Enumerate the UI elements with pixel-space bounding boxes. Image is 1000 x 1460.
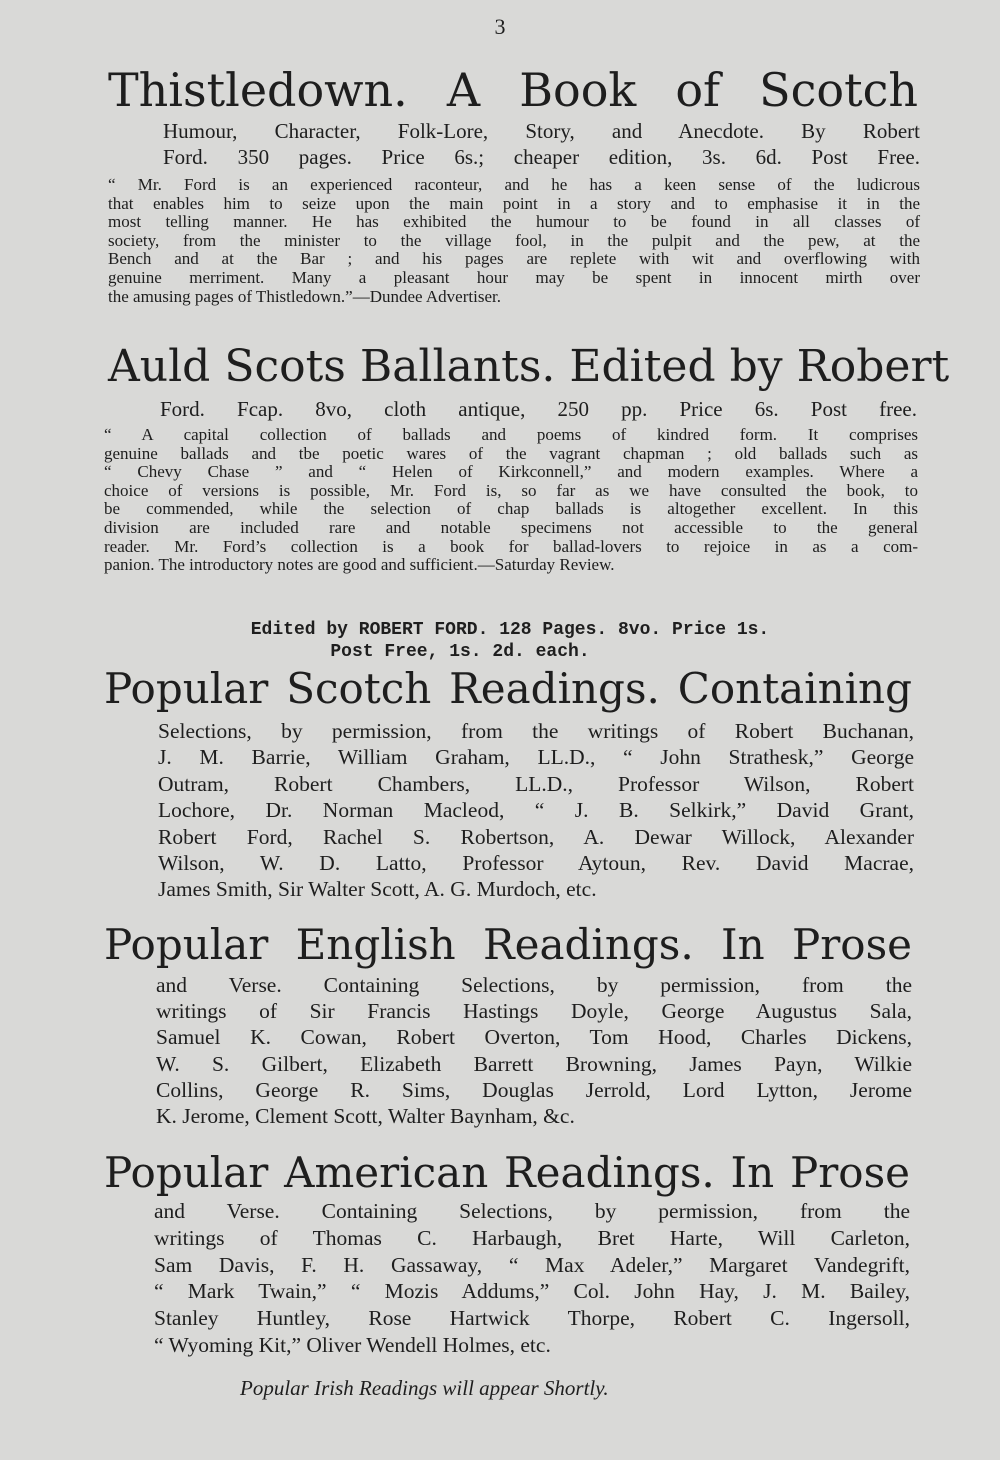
quote-line: choice of versions is possible, Mr. Ford is, so far as we have consulted the book, to [104, 480, 918, 500]
quote-line: panion. The introductory notes are good and sufficient.—Saturday Review. [104, 555, 615, 575]
body-line: “ Mark Twain,” “ Mozis Addums,” Col. John Hay, J. M. Bailey, [154, 1279, 910, 1304]
entry-subtitle-line: Humour, Character, Folk-Lore, Story, and Anecdote. By Robert [163, 119, 920, 143]
entry-subtitle-line: Ford. Fcap. 8vo, cloth antique, 250 pp. Price 6s. Post free. [160, 397, 917, 421]
quote-line: reader. Mr. Ford’s collection is a book for ballad-lovers to rejoice in as a com- [104, 536, 918, 556]
quote-line: genuine merriment. Many a pleasant hour may be spent in innocent mirth over [108, 267, 920, 287]
entry-body-english [156, 972, 912, 1129]
entry-thistledown [108, 62, 918, 118]
quote-line: genuine ballads and tbe poetic wares of the vagrant chapman ; old ballads such as [104, 443, 918, 463]
page-number: 3 [494, 14, 506, 39]
review-quote-auld-scots [104, 426, 918, 575]
quote-line: most telling manner. He has exhibited the humour to be found in all classes of [108, 212, 920, 232]
entry-body-scotch [158, 718, 914, 903]
body-line: and Verse. Containing Selections, by permission, from the [156, 973, 912, 997]
quote-line: division are included rare and notable specimens not accessible to the general [104, 517, 918, 537]
entry-title: Popular American Readings. In Prose [104, 1148, 910, 1197]
quote-line: “ Mr. Ford is an experienced raconteur, and he has a keen sense of the ludicrous [108, 175, 920, 194]
quote-line: that enables him to seize upon the main point in a story and to emphasise it in the [108, 193, 920, 213]
body-line: Collins, George R. Sims, Douglas Jerrold, Lord Lytton, Jerome [156, 1077, 912, 1102]
price-notice-line: Post Free, 1s. 2d. each. [330, 642, 590, 662]
review-quote-thistledown [108, 176, 920, 306]
body-line: Stanley Huntley, Rose Hartwick Thorpe, Robert C. Ingersoll, [154, 1306, 910, 1331]
body-line: Robert Ford, Rachel S. Robertson, A. Dewar Willock, Alexander [158, 824, 914, 849]
body-line: J. M. Barrie, William Graham, LL.D., “ John Strathesk,” George [158, 745, 914, 770]
entry-popular-scotch-readings [104, 662, 912, 716]
quote-line: “ A capital collection of ballads and poems of kindred form. It comprises [104, 425, 918, 444]
body-line: W. S. Gilbert, Elizabeth Barrett Browning, James Payn, Wilkie [156, 1051, 912, 1076]
body-line: “ Wyoming Kit,” Oliver Wendell Holmes, etc. [154, 1332, 551, 1357]
entry-subtitle-line: Ford. 350 pages. Price 6s.; cheaper edition, 3s. 6d. Post Free. [163, 145, 920, 169]
body-line: writings of Sir Francis Hastings Doyle, George Augustus Sala, [156, 999, 912, 1024]
quote-line: Bench and at the Bar ; and his pages are replete with wit and overflowing with [108, 249, 920, 269]
footer-note: Popular Irish Readings will appear Shortly. [240, 1376, 609, 1400]
entry-title: Thistledown. A Book of Scotch [108, 63, 918, 117]
body-line: writings of Thomas C. Harbaugh, Bret Harte, Will Carleton, [154, 1225, 910, 1250]
entry-title: Auld Scots Ballants. Edited by Robert [108, 341, 950, 392]
body-line: James Smith, Sir Walter Scott, A. G. Murdoch, etc. [158, 877, 597, 902]
quote-line: the amusing pages of Thistledown.”—Dundee Advertiser. [108, 286, 501, 306]
entry-auld-scots-details [160, 396, 917, 422]
body-line: Samuel K. Cowan, Robert Overton, Tom Hood, Charles Dickens, [156, 1025, 912, 1050]
entry-body-american [154, 1198, 910, 1359]
price-notice-line: Edited by ROBERT FORD. 128 Pages. 8vo. Price 1s. [250, 620, 770, 640]
entry-title: Popular Scotch Readings. Containing [104, 664, 912, 713]
entry-title: Popular English Readings. In Prose [104, 920, 912, 969]
body-line: Lochore, Dr. Norman Macleod, “ J. B. Selkirk,” David Grant, [158, 798, 914, 823]
body-line: and Verse. Containing Selections, by permission, from the [154, 1199, 910, 1223]
body-line: Outram, Robert Chambers, LL.D., Professor Wilson, Robert [158, 771, 914, 796]
body-line: Wilson, W. D. Latto, Professor Aytoun, Rev. David Macrae, [158, 851, 914, 876]
body-line: Selections, by permission, from the writings of Robert Buchanan, [158, 719, 914, 743]
quote-line: society, from the minister to the village fool, in the pulpit and the pew, at the [108, 230, 920, 250]
entry-thistledown-details [163, 118, 920, 170]
body-line: Sam Davis, F. H. Gassaway, “ Max Adeler,” Margaret Vandegrift, [154, 1252, 910, 1277]
entry-popular-english-readings [104, 918, 912, 972]
quote-line: “ Chevy Chase ” and “ Helen of Kirkconnell,” and modern examples. Where a [104, 462, 918, 482]
quote-line: be commended, while the selection of chap ballads is altogether excellent. In this [104, 499, 918, 519]
body-line: K. Jerome, Clement Scott, Walter Baynham, &c. [156, 1104, 575, 1129]
entry-auld-scots-ballants [108, 340, 950, 394]
entry-popular-american-readings [104, 1146, 910, 1200]
